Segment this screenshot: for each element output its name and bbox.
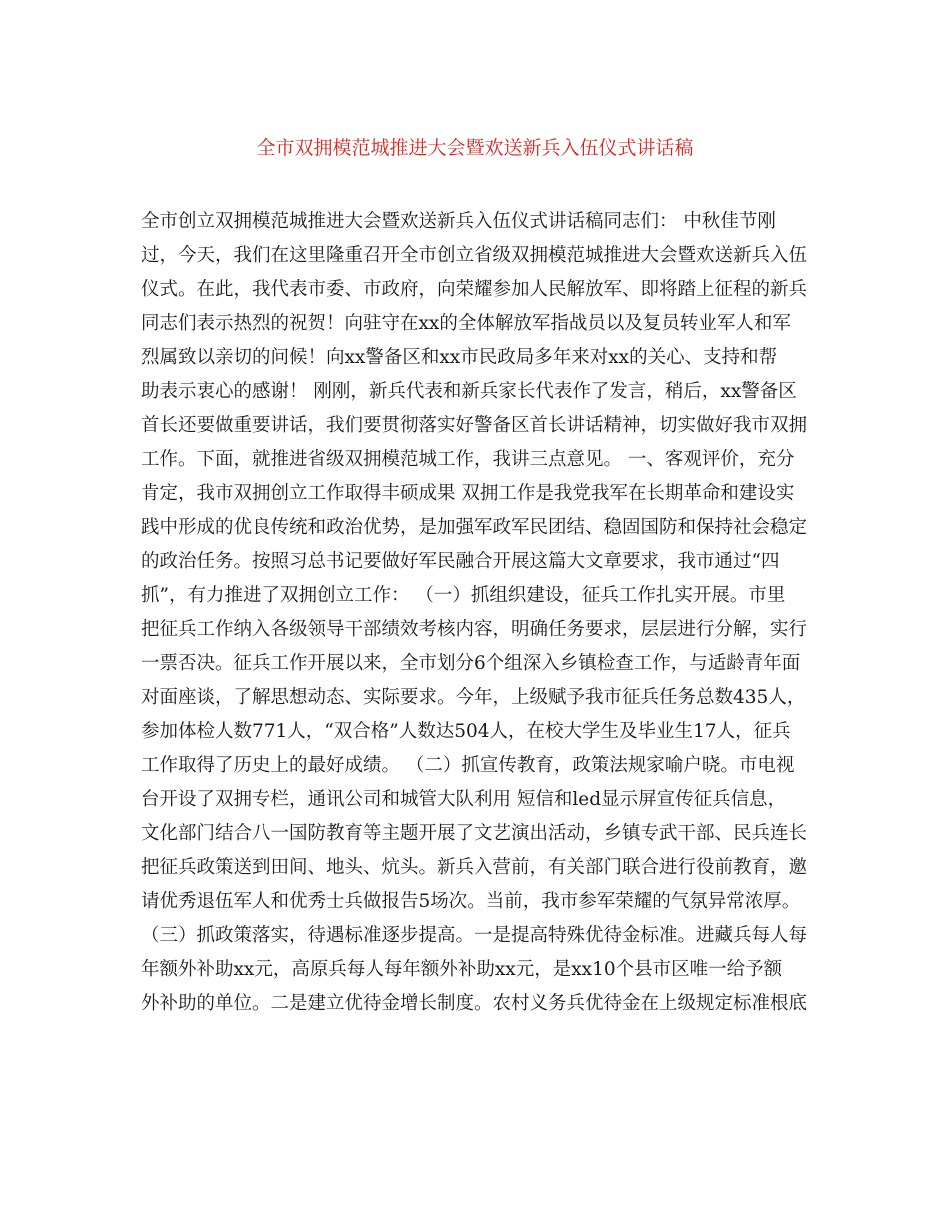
body-line: 践中形成的优良传统和政治优势，是加强军政军民团结、稳固国防和保持社会稳定 xyxy=(141,517,808,538)
body-line: 年额外补助xx元，高原兵每人每年额外补助xx元，是xx10个县市区唯一给予额 xyxy=(141,959,783,980)
body-line: 助表示衷心的感谢！ 刚刚，新兵代表和新兵家长代表作了发言，稍后，xx警备区 xyxy=(141,381,797,402)
body-line: 工作取得了历史上的最好成绩。 （二）抓宣传教育，政策法规家喻户晓。市电视 xyxy=(141,755,795,776)
document-title: 全市双拥模范城推进大会暨欢送新兵入伍仪式讲话稿 xyxy=(256,137,694,159)
body-line: 文化部门结合八一国防教育等主题开展了文艺演出活动，乡镇专武干部、民兵连长 xyxy=(141,823,808,844)
body-line: 外补助的单位。二是建立优待金增长制度。农村义务兵优待金在上级规定标准根底 xyxy=(141,993,808,1014)
body-line: 把征兵工作纳入各级领导干部绩效考核内容，明确任务要求，层层进行分解，实行 xyxy=(141,619,808,640)
body-line: 的政治任务。按照习总书记要做好军民融合开展这篇大文章要求，我市通过“四 xyxy=(141,551,780,572)
body-line: 烈属致以亲切的问候！向xx警备区和xx市民政局多年来对xx的关心、支持和帮 xyxy=(141,347,778,368)
body-line: 参加体检人数771人，“双合格”人数达504人，在校大学生及毕业生17人，征兵 xyxy=(141,721,791,742)
body-line: 抓”，有力推进了双拥创立工作： （一）抓组织建设，征兵工作扎实开展。市里 xyxy=(141,585,786,606)
body-line: 首长还要做重要讲话，我们要贯彻落实好警备区首长讲话精神，切实做好我市双拥 xyxy=(141,415,808,436)
body-line: 同志们表示热烈的祝贺！向驻守在xx的全体解放军指战员以及复员转业军人和军 xyxy=(141,313,791,334)
body-line: 请优秀退伍军人和优秀士兵做报告5场次。当前，我市参军荣耀的气氛异常浓厚。 xyxy=(141,891,801,912)
body-line: 台开设了双拥专栏，通讯公司和城管大队利用 短信和led显示屏宣传征兵信息， xyxy=(141,789,787,810)
body-line: 全市创立双拥模范城推进大会暨欢送新兵入伍仪式讲话稿同志们： 中秋佳节刚 xyxy=(141,211,776,232)
body-line: 把征兵政策送到田间、地头、炕头。新兵入营前，有关部门联合进行役前教育，邀 xyxy=(141,857,808,878)
body-line: 工作。下面，就推进省级双拥模范城工作，我讲三点意见。 一、客观评价，充分 xyxy=(141,449,795,470)
body-line: （三）抓政策落实，待遇标准逐步提高。一是提高特殊优待金标准。进藏兵每人每 xyxy=(141,925,808,946)
body-line: 对面座谈，了解思想动态、实际要求。今年，上级赋予我市征兵任务总数435人， xyxy=(141,687,806,708)
body-line: 过，今天，我们在这里隆重召开全市创立省级双拥模范城推进大会暨欢送新兵入伍 xyxy=(141,245,808,266)
body-line: 一票否决。征兵工作开展以来，全市划分6个组深入乡镇检查工作，与适龄青年面 xyxy=(141,653,801,674)
body-line: 仪式。在此，我代表市委、市政府，向荣耀参加人民解放军、即将踏上征程的新兵 xyxy=(141,279,808,300)
body-line: 肯定，我市双拥创立工作取得丰硕成果 双拥工作是我党我军在长期革命和建设实 xyxy=(141,483,795,504)
